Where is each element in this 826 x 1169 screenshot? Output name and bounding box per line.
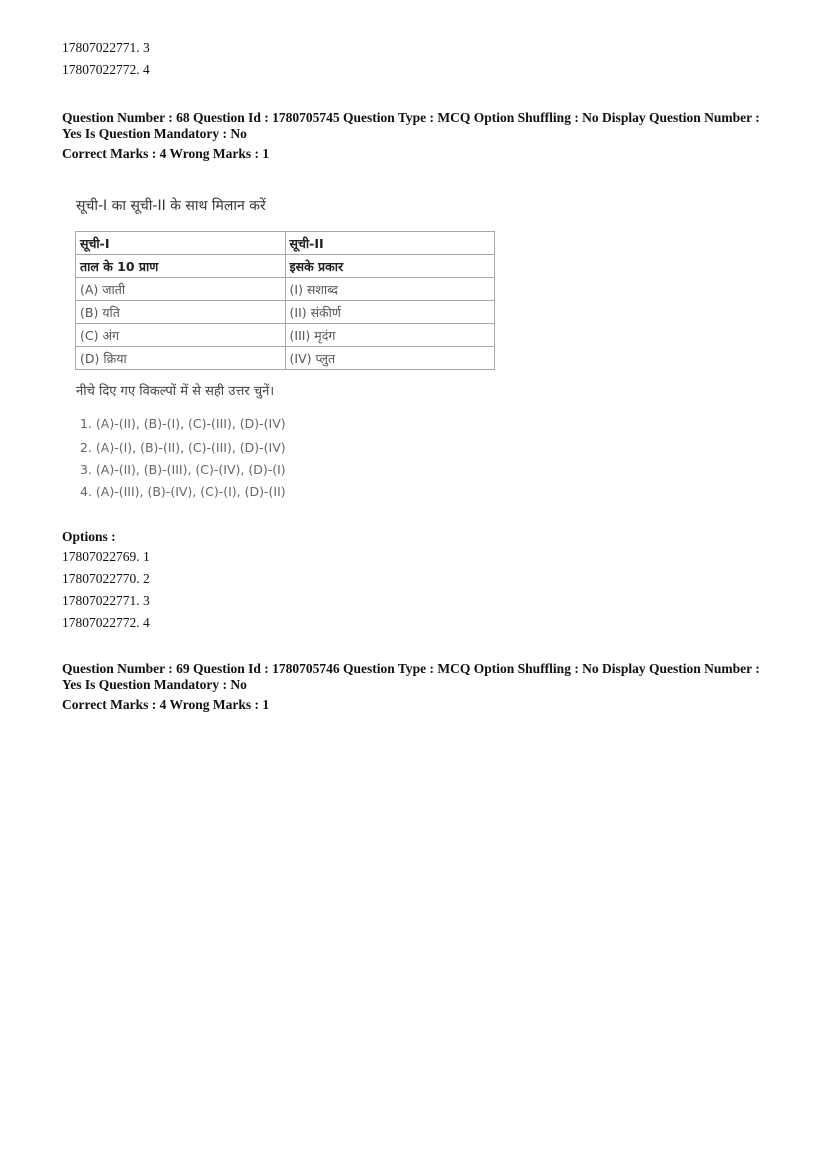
table-cell: ताल के 10 प्राण (76, 255, 286, 278)
option-line: 17807022772. 4 (62, 615, 150, 630)
option-line: 17807022771. 3 (62, 40, 150, 55)
answer-choice: 2. (A)-(I), (B)-(II), (C)-(III), (D)-(IV) (80, 440, 286, 455)
option-line: 17807022771. 3 (62, 593, 150, 608)
options-label: Options : (62, 529, 116, 544)
match-table (75, 231, 495, 370)
table-row (76, 278, 495, 301)
table-row (76, 255, 495, 278)
question-header: Question Number : 69 Question Id : 1780705746 Question Type : MCQ Option Shuffling : No Display Question Number : Yes Is Question Mandatory : No (62, 661, 760, 692)
table-row (76, 232, 495, 255)
table-cell: सूची-II (285, 232, 495, 255)
option-line: 17807022769. 1 (62, 549, 150, 564)
table-row (76, 301, 495, 324)
table-cell: इसके प्रकार (285, 255, 495, 278)
question-header: Question Number : 68 Question Id : 1780705745 Question Type : MCQ Option Shuffling : No Display Question Number : Yes Is Question Mandatory : No (62, 110, 760, 141)
question-title: सूची-I का सूची-II के साथ मिलान करें (76, 198, 266, 214)
answer-choice: 1. (A)-(II), (B)-(I), (C)-(III), (D)-(IV) (80, 416, 286, 431)
answer-choice: 4. (A)-(III), (B)-(IV), (C)-(I), (D)-(II) (80, 484, 286, 499)
table-cell: (IV) प्लुत (285, 347, 495, 370)
table-row (76, 347, 495, 370)
answer-choice: 3. (A)-(II), (B)-(III), (C)-(IV), (D)-(I) (80, 462, 286, 477)
option-line: 17807022772. 4 (62, 62, 150, 77)
question-marks: Correct Marks : 4 Wrong Marks : 1 (62, 697, 270, 712)
table-cell: (A) जाती (76, 278, 286, 301)
table-cell: (III) मृदंग (285, 324, 495, 347)
question-image (70, 188, 510, 508)
table-cell: (C) अंग (76, 324, 286, 347)
question-marks: Correct Marks : 4 Wrong Marks : 1 (62, 146, 270, 161)
option-line: 17807022770. 2 (62, 571, 150, 586)
table-cell: (B) यति (76, 301, 286, 324)
table-row (76, 324, 495, 347)
question-instruction: नीचे दिए गए विकल्पों में से सही उत्तर चुनें। (76, 384, 275, 399)
table-cell: (II) संकीर्ण (285, 301, 495, 324)
table-cell: (D) क्रिया (76, 347, 286, 370)
table-cell: (I) सशाब्द (285, 278, 495, 301)
table-cell: सूची-I (76, 232, 286, 255)
